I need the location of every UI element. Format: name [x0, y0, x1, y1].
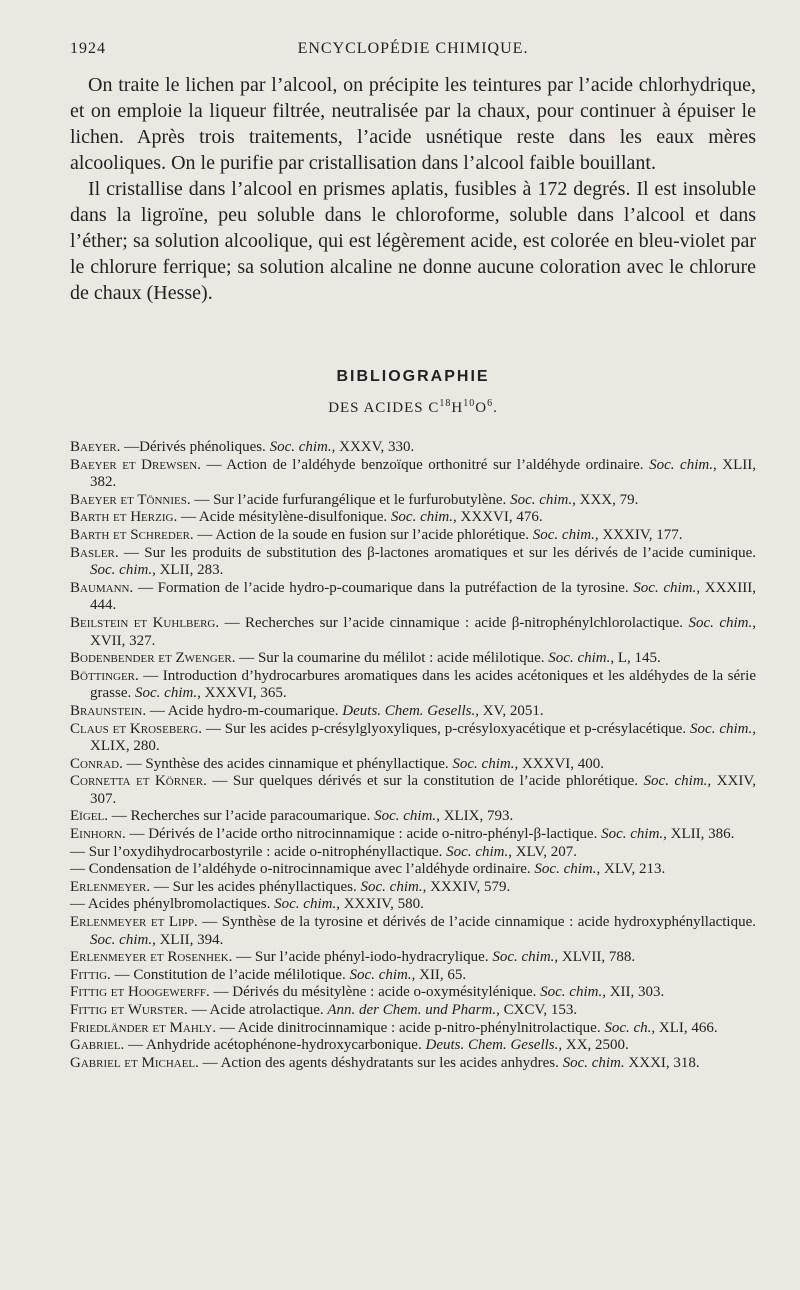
entry-author: Conrad. — [70, 755, 123, 772]
entry-text: — Acide dinitrocinnamique : acide p-nitro-phénylnitrolactique. — [216, 1019, 605, 1036]
entry-ref: , XXXIII, 444. — [90, 579, 756, 614]
bibliography-entry — [70, 967, 756, 985]
bibliography-title: BIBLIOGRAPHIE — [336, 368, 490, 385]
entry-source: Soc. chim. — [540, 984, 603, 1001]
entry-ref: XXXI, 318. — [624, 1054, 700, 1071]
entry-source: Soc. chim. — [90, 562, 153, 579]
entry-ref: , XXXV, 330. — [331, 439, 415, 455]
entry-source: Soc. ch. — [604, 1019, 652, 1036]
entry-text: — Action de l’aldéhyde benzoïque orthonitré sur l’aldéhyde ordinaire. — [200, 456, 650, 473]
entry-ref: , XLV, 213. — [596, 861, 666, 878]
entry-author: Böttinger. — [70, 667, 139, 684]
bibliography-subtitle: DES ACIDES $C^{18}H^{10}O^6$. — [328, 398, 498, 416]
entry-ref: , XVII, 327. — [90, 614, 756, 649]
entry-text: — Sur quelques dérivés et sur la constitution de l’acide phlorétique. — [206, 773, 644, 790]
entry-text: — Sur les acides phényllactiques. — [150, 878, 361, 895]
entry-text: — Introduction d’hydrocarbures aromatiques dans les acides acétoniques et les aldéhydes de la série grasse. — [90, 667, 756, 702]
bibliography-entry — [70, 826, 756, 844]
entry-ref: , XXXIV, 177. — [594, 526, 683, 543]
entry-ref: , XXXVI, 476. — [453, 509, 543, 526]
entry-ref: , XLII, 382. — [90, 456, 756, 491]
bibliography-list — [70, 439, 756, 1072]
entry-text: — Condensation de l’aldéhyde o-nitrocinnamique avec l’aldéhyde ordinaire. — [70, 861, 535, 878]
body-paragraph-2: Il cristallise dans l’alcool en prismes aplatis, fusibles à 172 degrés. Il est insoluble dans la ligroïne, peu soluble dans le chloroforme, soluble dans l’alcool et dans l’éther; sa solution alcoolique, qui est légèrement acide, est colorée en bleu-violet par le chlorure ferrique; sa solution alcaline ne donne aucune coloration avec le chlorure de chaux (Hesse). — [70, 178, 756, 304]
bibliography-entry — [70, 509, 756, 527]
entry-ref: , XXXVI, 400. — [514, 755, 605, 772]
entry-text: — Action de la soude en fusion sur l’acide phlorétique. — [193, 526, 533, 543]
entry-text: — Sur l’oxydihydrocarbostyrile : acide o-nitrophényllactique. — [70, 843, 447, 860]
bibliography-entry — [70, 1037, 756, 1055]
entry-author: Baeyer. — [70, 439, 121, 455]
entry-source: Soc. chim. — [390, 509, 453, 526]
entry-ref: , XII, 303. — [602, 984, 665, 1001]
page-header — [70, 40, 756, 64]
entry-text: — Acides phénylbromolactiques. — [70, 896, 275, 913]
bibliography-entry — [70, 1020, 756, 1038]
entry-author: Friedländer et Mahly. — [70, 1019, 217, 1036]
bibliography-entry — [70, 756, 756, 774]
bibliography-entry — [70, 896, 756, 914]
bibliography-entry — [70, 1002, 756, 1020]
entry-ref: , XLVII, 788. — [554, 949, 636, 966]
entry-ref: , XII, 65. — [411, 966, 467, 983]
entry-author: Braunstein. — [70, 702, 147, 719]
entry-ref: , XLV, 207. — [508, 843, 578, 860]
entry-author: Gabriel. — [70, 1037, 125, 1054]
entry-text: — Dérivés de l’acide ortho nitrocinnamique : acide o-nitro-phényl-β-lactique. — [125, 826, 602, 843]
bibliography-entry — [70, 773, 756, 808]
entry-ref: , XLIX, 793. — [436, 808, 514, 825]
entry-author: Basler. — [70, 544, 119, 561]
entry-text: —Dérivés phénoliques. — [120, 439, 270, 455]
entry-text: — Acide atrolactique. — [187, 1002, 328, 1018]
entry-text: — Dérivés du mésitylène : acide o-oxymésitylénique. — [209, 984, 541, 1001]
entry-source: Soc. chim. — [643, 773, 708, 790]
entry-ref: , XLII, 394. — [152, 931, 224, 948]
entry-source: Soc. chim. — [532, 526, 595, 543]
entry-text: — Recherches sur l’acide cinnamique : acide β-nitrophénylchlorolactique. — [219, 614, 689, 631]
entry-ref: , XLII, 386. — [663, 826, 735, 843]
bibliography-entry — [70, 668, 756, 703]
entry-text: — Recherches sur l’acide paracoumarique. — [107, 808, 375, 825]
entry-source: Soc. chim. — [452, 755, 515, 772]
entry-ref: , XLII, 283. — [152, 562, 224, 579]
entry-ref: , XLI, 466. — [651, 1019, 718, 1036]
entry-author: Cornetta et Körner. — [70, 773, 207, 790]
bibliography-entry — [70, 703, 756, 721]
entry-source: Soc. chim. — [135, 685, 198, 702]
entry-text: — Acide hydro-m-coumarique. — [146, 702, 343, 719]
entry-text: — Formation de l’acide hydro-p-coumarique dans la putréfaction de la tyrosine. — [133, 579, 634, 596]
entry-author: Beilstein et Kuhlberg. — [70, 614, 220, 631]
entry-source: Soc. chim. — [548, 650, 611, 667]
entry-ref: , XV, 2051. — [475, 702, 544, 719]
entry-author: Erlenmeyer. — [70, 878, 151, 895]
entry-text: — Synthèse de la tyrosine et dérivés de l’acide cinnamique : acide hydroxyphényllactique. — [197, 914, 756, 931]
bibliography-entry — [70, 861, 756, 879]
entry-source: Soc. chim. — [349, 966, 412, 983]
bibliography-entry — [70, 879, 756, 897]
bibliography-entry — [70, 844, 756, 862]
entry-author: Baeyer et Drewsen. — [70, 456, 201, 473]
entry-author: Erlenmeyer et Lipp. — [70, 914, 198, 931]
entry-source: Soc. chim. — [269, 439, 332, 455]
entry-source: Soc. chim. — [274, 896, 337, 913]
entry-text: — Acide mésitylène-disulfonique. — [177, 509, 391, 526]
entry-source: Soc. chim. — [534, 861, 597, 878]
entry-source: Soc. chim. — [492, 949, 555, 966]
entry-author: Fittig. — [70, 966, 111, 983]
bibliography-entry — [70, 580, 756, 615]
entry-source: Soc. chim. — [690, 720, 753, 737]
entry-ref: , L, 145. — [610, 650, 661, 667]
entry-text: — Constitution de l’acide mélilotique. — [110, 966, 350, 983]
bibliography-entry — [70, 914, 756, 949]
entry-source: Soc. chim. — [633, 579, 697, 596]
entry-source: Soc. chim. — [446, 843, 509, 860]
entry-ref: , XX, 2500. — [558, 1037, 629, 1054]
entry-source: Deuts. Chem. Gesells. — [342, 702, 476, 719]
entry-source: Soc. chim. — [360, 878, 423, 895]
entry-source: Ann. der Chem. und Pharm. — [327, 1002, 497, 1018]
bibliography-entry — [70, 457, 756, 492]
entry-text: — Sur l’acide furfurangélique et le furfurobutylène. — [190, 491, 511, 508]
entry-author: Einhorn. — [70, 826, 126, 843]
entry-text: — Sur les produits de substitution des β-lactones aromatiques et sur les dérivés de l’acide cuminique. — [118, 544, 756, 561]
page-number: 1924 — [70, 40, 106, 57]
entry-source: Deuts. Chem. Gesells. — [425, 1037, 559, 1054]
entry-source: Soc. chim. — [649, 456, 713, 473]
bibliography-entry — [70, 492, 756, 510]
entry-text: — Anhydride acétophénone-hydroxycarbonique. — [124, 1037, 426, 1054]
entry-source: Soc. chim. — [688, 614, 753, 631]
bibliography-entry — [70, 1055, 756, 1073]
entry-author: Baumann. — [70, 579, 134, 596]
bibliography-entry — [70, 615, 756, 650]
entry-author: Fittig et Hoogewerff. — [70, 984, 210, 1001]
bibliography-entry — [70, 808, 756, 826]
entry-author: Baeyer et Tönnies. — [70, 491, 191, 508]
entry-ref: , XXXIV, 579. — [422, 878, 511, 895]
entry-author: Barth et Herzig. — [70, 509, 178, 526]
bibliography-entry — [70, 439, 756, 457]
entry-ref: , XXXIV, 580. — [336, 896, 424, 913]
entry-author: Gabriel et Michael. — [70, 1054, 199, 1071]
body-paragraph-1: On traite le lichen par l’alcool, on précipite les teintures par l’acide chlorhydrique, et on emploie la liqueur filtrée, neutralisée par la chaux, pour continuer à épuiser le lichen. Après trois traitements, l’acide usnétique reste dans les eaux mères alcooliques. On le purifie par cristallisation dans l’alcool faible bouillant. — [70, 74, 756, 174]
entry-ref: , XXIV, 307. — [90, 773, 756, 807]
entry-source: Soc. chim. — [510, 491, 573, 508]
entry-ref: , XXX, 79. — [572, 491, 639, 508]
entry-text: — Sur les acides p-crésylglyoxyliques, p-crésyloxyacétique et p-crésylacétique. — [201, 720, 691, 737]
entry-author: Claus et Kroseberg. — [70, 720, 202, 737]
entry-author: Eïgel. — [70, 808, 108, 825]
entry-text: — Sur la coumarine du mélilot : acide mélilotique. — [235, 650, 549, 667]
entry-source: Soc. chim. — [90, 931, 153, 948]
entry-author: Barth et Schreder. — [70, 526, 194, 543]
entry-text: — Synthèse des acides cinnamique et phényllactique. — [122, 755, 453, 772]
bibliography-entry — [70, 721, 756, 756]
bibliography-entry — [70, 545, 756, 580]
entry-author: Fittig et Wurster. — [70, 1002, 188, 1018]
bibliography-entry — [70, 650, 756, 668]
entry-text: — Sur l’acide phényl-iodo-hydracrylique. — [232, 949, 493, 966]
bibliography-entry — [70, 984, 756, 1002]
entry-text: — Action des agents déshydratants sur les acides anhydres. — [198, 1054, 563, 1071]
bibliography-entry — [70, 527, 756, 545]
entry-source: Soc. chim. — [374, 808, 437, 825]
entry-source: Soc. chim. — [562, 1054, 625, 1071]
entry-author: Erlenmeyer et Rosenhek. — [70, 949, 233, 966]
bibliography-entry — [70, 949, 756, 967]
entry-source: Soc. chim. — [601, 826, 664, 843]
entry-ref: , XXXVI, 365. — [197, 685, 287, 702]
entry-author: Bodenbender et Zwenger. — [70, 650, 236, 667]
entry-ref: , CXCV, 153. — [496, 1002, 578, 1018]
entry-ref: , XLIX, 280. — [90, 720, 756, 755]
running-title: ENCYCLOPÉDIE CHIMIQUE. — [297, 40, 529, 57]
